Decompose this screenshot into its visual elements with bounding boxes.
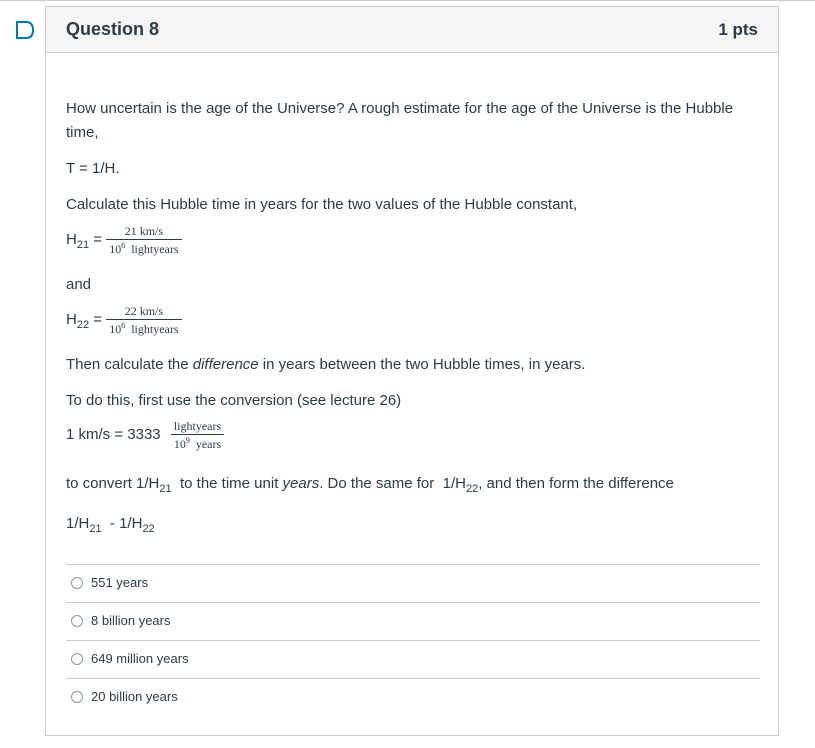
conversion-equation (66, 419, 736, 451)
h21-numerator: 21 km/s (106, 224, 181, 240)
h21-fraction (106, 224, 181, 256)
answer-option[interactable] (66, 678, 760, 716)
h21-equation (66, 224, 736, 256)
todo-line: To do this, first use the conversion (see lecture 26) (66, 392, 402, 409)
answer-label[interactable]: 551 years (91, 575, 149, 590)
question-points: 1 pts (718, 20, 758, 39)
question-title: Question 8 (66, 19, 160, 39)
conversion-denominator: $10^9$ years (173, 436, 222, 451)
answer-option[interactable] (66, 640, 760, 678)
radio-button[interactable] (71, 653, 83, 665)
and-text: and (66, 276, 92, 293)
radio-button[interactable] (71, 691, 83, 703)
question-header (46, 7, 778, 53)
question-formula: T = 1/H. (66, 160, 120, 177)
answer-label[interactable]: 649 million years (91, 651, 189, 666)
radio-button[interactable] (71, 577, 83, 589)
conversion-numerator: lightyears (171, 419, 224, 435)
question-card (45, 6, 779, 736)
question-intro: How uncertain is the age of the Universe? A rough estimate for the age of the Universe is the Hubble time, (66, 100, 734, 141)
answer-label[interactable]: 20 billion years (91, 689, 178, 704)
h22-equation (66, 304, 736, 336)
answer-label[interactable]: 8 billion years (91, 613, 171, 628)
question-calc-line: Calculate this Hubble time in years for the two values of the Hubble constant, (66, 196, 578, 213)
answer-list (66, 564, 760, 716)
answer-option[interactable] (66, 564, 760, 602)
h22-fraction (106, 304, 181, 336)
conversion-fraction (171, 419, 224, 451)
conversion-lhs: 1 km/s = 3333 (66, 426, 161, 443)
then-line: Then calculate the difference in years between the two Hubble times, in years. (66, 356, 586, 373)
top-divider (0, 0, 815, 1)
radio-button[interactable] (71, 615, 83, 627)
h22-numerator: 22 km/s (106, 304, 181, 320)
h22-denominator: $10^6$ lightyears (109, 321, 179, 336)
h22-label: $H_{22}$ = (66, 311, 103, 331)
difference-line: $1/H_{21} - 1/H_{22}$ (66, 515, 155, 535)
h21-denominator: $10^6$ lightyears (109, 241, 179, 256)
bookmark-flag-icon[interactable] (15, 20, 35, 40)
h21-label: $H_{21}$ = (66, 231, 103, 251)
answer-option[interactable] (66, 602, 760, 640)
convert-line: to convert $1/H_{21}$ to the time unit years. Do the same for $1/H_{22}$, and then form the difference (66, 475, 674, 495)
